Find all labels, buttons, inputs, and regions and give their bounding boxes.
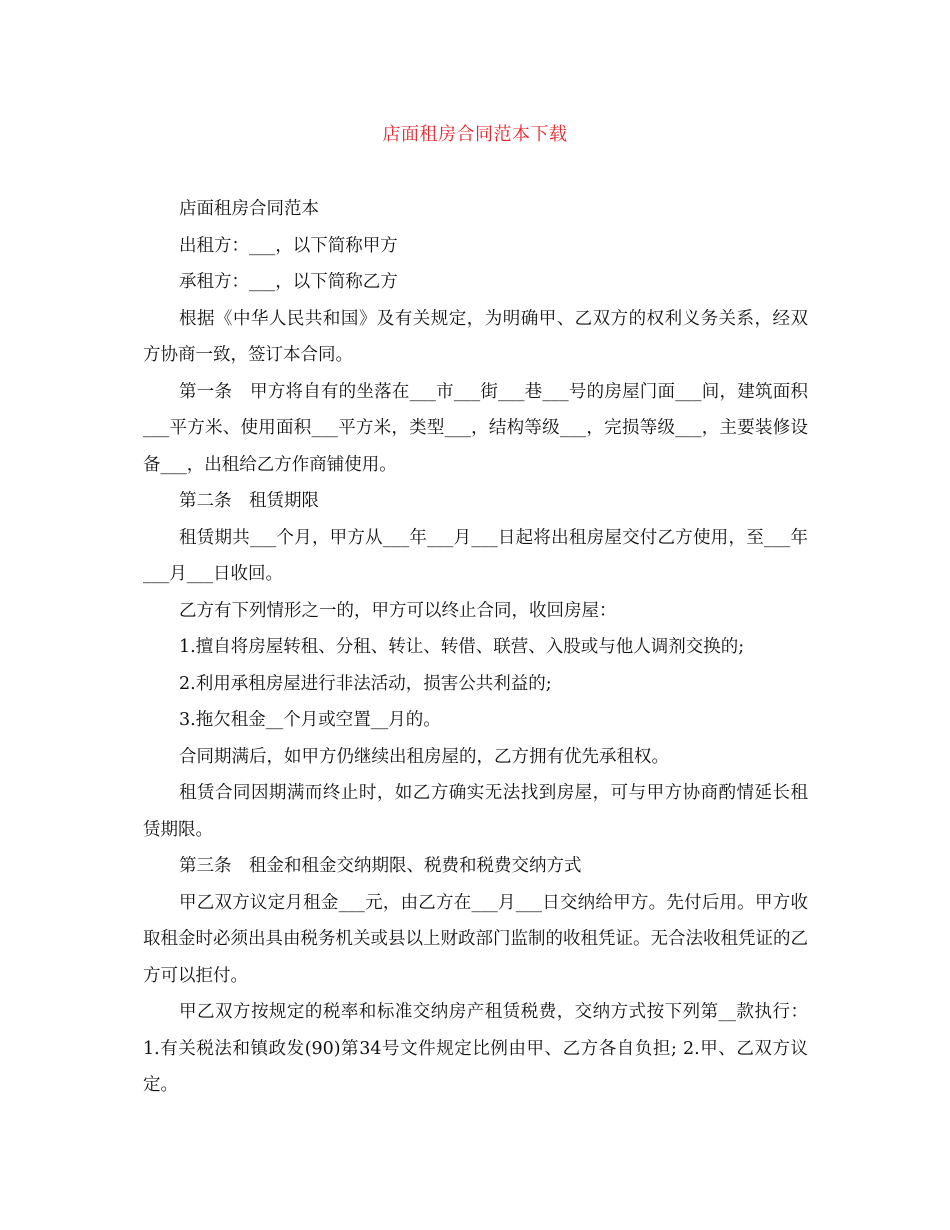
paragraph-priority-right: 合同期满后，如甲方仍继续出租房屋的，乙方拥有优先承租权。 <box>179 746 669 767</box>
paragraph-article-3-heading: 第三条 租金和租金交纳期限、税费和税费交纳方式 <box>179 856 582 876</box>
document-body <box>143 191 814 1104</box>
list-item-3: 3.拖欠租金__个月或空置__月的。 <box>179 710 441 730</box>
list-item-2: 2.利用承租房屋进行非法活动，损害公共利益的; <box>179 673 552 694</box>
document-title: 店面租房合同范本下载 <box>382 124 568 145</box>
paragraph-lessor: 出租方：___，以下简称甲方 <box>179 235 398 256</box>
paragraph-lessee: 承租方：___，以下简称乙方 <box>179 272 398 292</box>
paragraph-tax: 甲乙双方按规定的税率和标准交纳房产租赁税费，交纳方式按下列第__款执行： 1.有关税法和镇政发(90)第34号文件规定比例由甲、乙方各自负担; 2.甲、乙双方议定。 <box>143 1002 814 1095</box>
paragraph-article-1: 第一条 甲方将自有的坐落在___市___街___巷___号的房屋门面___间，建筑面积___平方米、使用面积___平方米，类型___，结构等级___，完损等级___，主要装修设备___，出租给乙方作商铺使用。 <box>143 381 808 475</box>
paragraph-heading: 店面租房合同范本 <box>179 199 319 219</box>
paragraph-preamble: 根据《中华人民共和国》及有关规定，为明确甲、乙双方的权利义务关系，经双方协商一致，签订本合同。 <box>143 308 808 365</box>
paragraph-article-2-heading: 第二条 租赁期限 <box>179 491 319 511</box>
paragraph-extension: 租赁合同因期满而终止时，如乙方确实无法找到房屋，可与甲方协商酌情延长租赁期限。 <box>143 783 808 840</box>
list-item-1: 1.擅自将房屋转租、分租、转让、转借、联营、入股或与他人调剂交换的; <box>179 637 745 657</box>
paragraph-lease-term: 租赁期共___个月，甲方从___年___月___日起将出租房屋交付乙方使用，至___年___月___日收回。 <box>143 527 808 584</box>
paragraph-termination-intro: 乙方有下列情形之一的，甲方可以终止合同，收回房屋： <box>179 600 617 621</box>
paragraph-rent: 甲乙双方议定月租金___元，由乙方在___月___日交纳给甲方。先付后用。甲方收取租金时必须出具由税务机关或县以上财政部门监制的收租凭证。无合法收租凭证的乙方可以拒付。 <box>143 892 808 986</box>
